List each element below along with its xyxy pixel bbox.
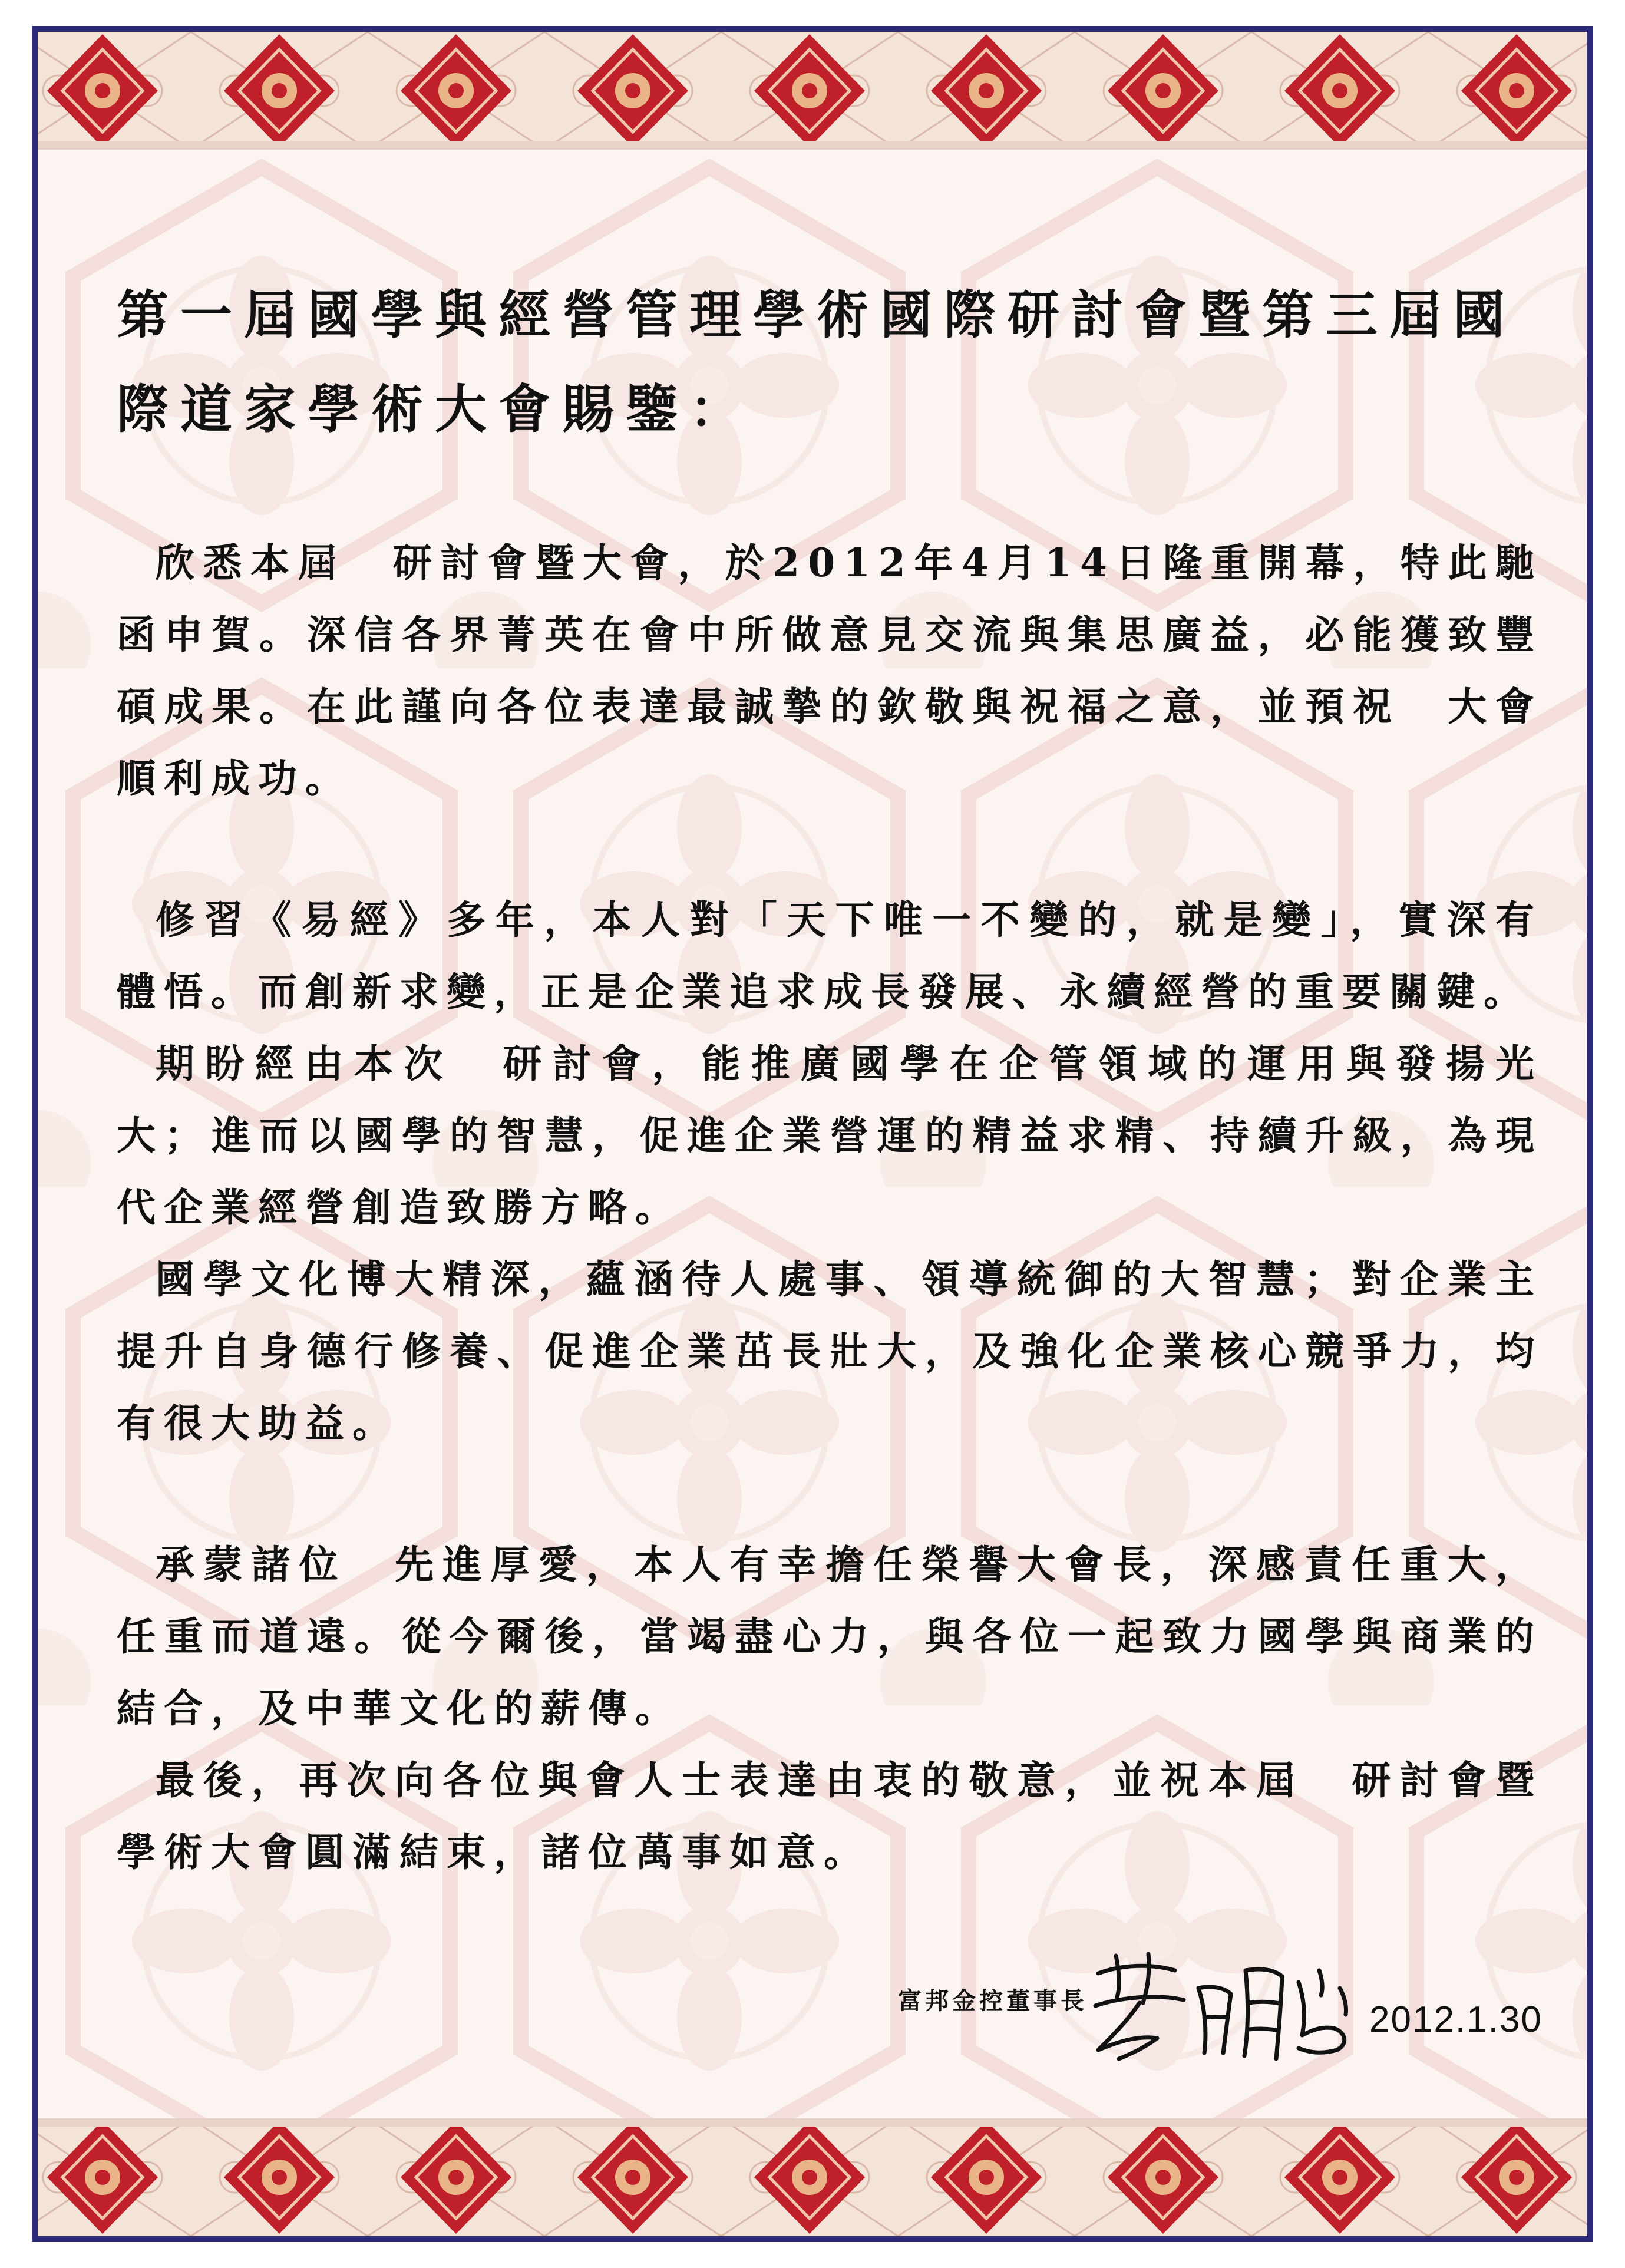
letter-frame bbox=[32, 26, 1593, 2242]
top-decorative-band bbox=[38, 32, 1587, 150]
handwritten-signature bbox=[1086, 1947, 1358, 2065]
letter-body bbox=[117, 527, 1543, 1888]
letter-date: 2012.1.30 bbox=[1369, 1999, 1543, 2040]
signature-block bbox=[863, 1947, 1552, 2065]
paragraph-culture: 國學文化博大精深，蘊涵待人處事、領導統御的大智慧；對企業主提升自身德行修養、促進企業茁長壯大，及強化企業核心競爭力，均有很大助益。 bbox=[117, 1256, 1543, 1446]
paragraph-honor: 承蒙諸位 先進厚愛，本人有幸擔任榮譽大會長，深感責任重大，任重而道遠。從今爾後，當竭盡心力，與各位一起致力國學與商業的結合，及中華文化的薪傳。 bbox=[117, 1541, 1543, 1731]
letter-content bbox=[117, 268, 1543, 1888]
paragraph-gap bbox=[117, 1459, 1543, 1528]
paragraph-opening: 欣悉本屆 研討會暨大會，於2012年4月14日隆重開幕，特此馳函申賀。深信各界菁英在會中所做意見交流與集思廣益，必能獲致豐碩成果。在此謹向各位表達最誠摯的欽敬與祝福之意，並預祝 大會順利成功。 bbox=[117, 540, 1543, 801]
signer-title: 富邦金控董事長 bbox=[898, 1987, 1088, 2015]
paragraph-yijing: 修習《易經》多年，本人對「天下唯一不變的，就是變」，實深有體悟。而創新求變，正是企業追求成長發展、永續經營的重要關鍵。 bbox=[117, 897, 1543, 1015]
paragraph-hope: 期盼經由本次 研討會，能推廣國學在企管領域的運用與發揚光大；進而以國學的智慧，促進企業營運的精益求精、持續升級，為現代企業經營創造致勝方略。 bbox=[117, 1041, 1543, 1230]
paragraph-closing: 最後，再次向各位與會人士表達由衷的敬意，並祝本屆 研討會暨學術大會圓滿結束，諸位萬事如意。 bbox=[117, 1757, 1543, 1875]
paragraph-gap bbox=[117, 814, 1543, 884]
bottom-decorative-band bbox=[38, 2118, 1587, 2236]
letter-title: 第一屆國學與經營管理學術國際研討會暨第三屆國際道家學術大會賜鑒： bbox=[117, 284, 1517, 440]
